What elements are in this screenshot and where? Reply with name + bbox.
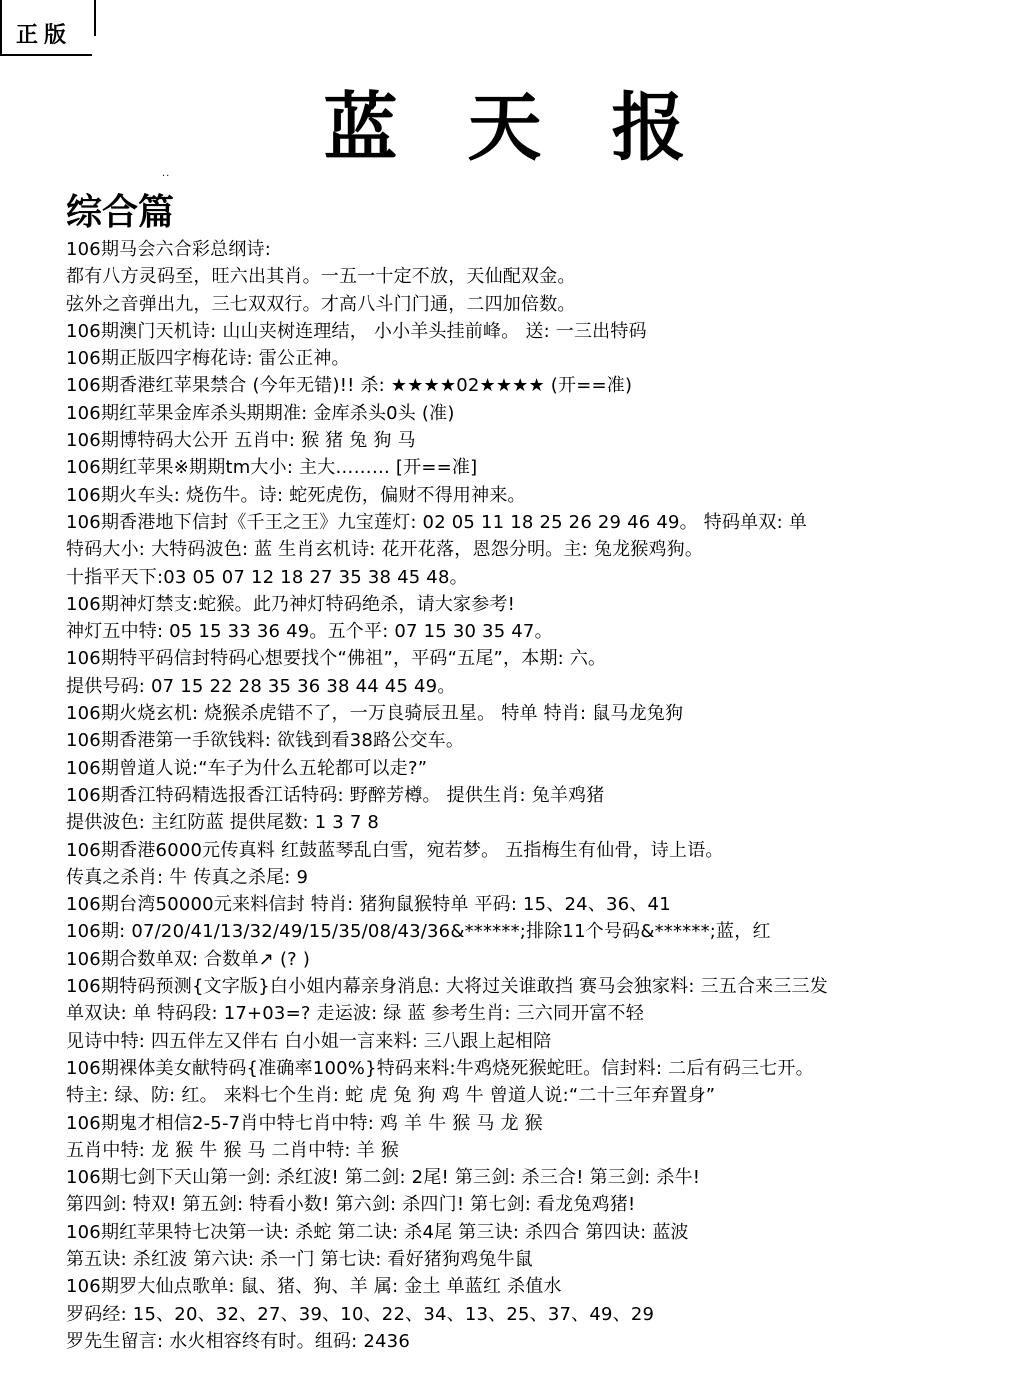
content-line: 106期澳门天机诗: 山山夹树连理结， 小小羊头挂前峰。 送: 一三出特码 xyxy=(66,320,647,342)
content-line: 传真之杀肖: 牛 传真之杀尾: 9 xyxy=(66,866,309,888)
content-line: 都有八方灵码至，旺六出其肖。一五一十定不放，天仙配双金。 xyxy=(66,266,576,288)
content-line: 单双诀: 单 特码段: 17+03=? 走运波: 绿 蓝 参考生肖: 三六同开富不轻 xyxy=(66,1003,644,1025)
content-line: 106期曾道人说:“车子为什么五轮都可以走?” xyxy=(66,757,428,779)
badge-notch xyxy=(92,36,98,56)
content-line: 神灯五中特: 05 15 33 36 49。五个平: 07 15 30 35 47。 xyxy=(66,621,553,643)
content-line: 106期红苹果金库杀头期期准: 金库杀头0头 (准) xyxy=(66,402,455,424)
content-line: 106期合数单双: 合数单↗ (? ) xyxy=(66,948,311,970)
content-line: 106期马会六合彩总纲诗: xyxy=(66,239,272,260)
content-line: 106期红苹果特七决第一诀: 杀蛇 第二诀: 杀4尾 第三诀: 杀四合 第四诀: 蓝波 xyxy=(66,1221,689,1243)
content-line: 106期正版四字梅花诗: 雷公正神。 xyxy=(66,348,350,370)
content-line: 106期香港第一手欲钱料: 欲钱到看38路公交车。 xyxy=(66,730,465,752)
content-line: 106期香港地下信封《千王之王》九宝莲灯: 02 05 11 18 25 26 29 46 49。 特码单双: 单 xyxy=(66,511,807,533)
content-line: 罗先生留言: 水火相容终有时。组码: 2436 xyxy=(66,1330,410,1352)
content-line: 十指平天下:03 05 07 12 18 27 35 38 45 48。 xyxy=(66,566,468,588)
content-line: 见诗中特: 四五伴左又伴右 白小姐一言来料: 三八跟上起相陪 xyxy=(66,1030,552,1052)
content-line: 罗码经: 15、20、32、27、39、10、22、34、13、25、37、49、29 xyxy=(66,1303,655,1325)
content-line: 106期特码预测{文字版}白小姐内幕亲身消息: 大将过关谁敢挡 赛马会独家料: 三五合来三三发 xyxy=(66,976,828,998)
decorative-dots: ·· xyxy=(162,171,171,182)
edition-badge xyxy=(0,0,96,56)
content-line: 106期罗大仙点歌单: 鼠、猪、狗、羊 属: 金土 单蓝红 杀值水 xyxy=(66,1276,562,1298)
content-line: 提供波色: 主红防蓝 提供尾数: 1 3 7 8 xyxy=(66,812,380,834)
newspaper-title: 蓝天报 xyxy=(323,85,756,171)
content-line: 第四剑: 特双! 第五剑: 特看小数! 第六剑: 杀四门! 第七剑: 看龙兔鸡猪! xyxy=(66,1194,636,1216)
content-line: 特主: 绿、防: 红。 来料七个生肖: 蛇 虎 兔 狗 鸡 牛 曾道人说:“二十三年弃置身” xyxy=(66,1085,716,1107)
content-line: 106期火车头: 烧伤牛。诗: 蛇死虎伤，偏财不得用神来。 xyxy=(66,484,526,506)
content-line: 106期: 07/20/41/13/32/49/15/35/08/43/36&******;排除11个号码&******;蓝，红 xyxy=(66,921,771,943)
content-line: 106期博特码大公开 五肖中: 猴 猪 兔 狗 马 xyxy=(66,430,416,452)
content-line: 106期香港红苹果禁合 (今年无错)!! 杀: ★★★★02★★★★ (开==准) xyxy=(66,375,633,397)
section-title: 综合篇 xyxy=(66,191,175,233)
content-line: 弦外之音弹出九，三七双双行。才高八斗门门通，二四加倍数。 xyxy=(66,293,576,315)
content-line: 106期红苹果※期期tm大小: 主大……… [开==准] xyxy=(66,457,478,479)
content-line: 106期七剑下天山第一剑: 杀红波! 第二剑: 2尾! 第三剑: 杀三合! 第三剑: 杀牛! xyxy=(66,1167,701,1189)
content-line: 106期神灯禁支:蛇猴。此乃神灯特码绝杀，请大家参考! xyxy=(66,593,516,615)
content-line: 特码大小: 大特码波色: 蓝 生肖玄机诗: 花开花落，恩怨分明。主: 兔龙猴鸡狗。 xyxy=(66,539,704,561)
edition-badge-text: 正版 xyxy=(16,23,73,48)
content-line: 106期香港6000元传真料 红鼓蓝琴乱白雪，宛若梦。 五指梅生有仙骨，诗上语。 xyxy=(66,839,724,861)
content-line: 106期裸体美女献特码{准确率100%}特码来料:牛鸡烧死猴蛇旺。信封料: 二后有码三七开。 xyxy=(66,1057,814,1079)
content-line: 106期特平码信封特码心想要找个“佛祖”，平码“五尾”，本期: 六。 xyxy=(66,648,607,670)
content-line: 提供号码: 07 15 22 28 35 36 38 44 45 49。 xyxy=(66,675,456,697)
content-lines xyxy=(66,236,996,1355)
content-line: 106期鬼才相信2-5-7肖中特七肖中特: 鸡 羊 牛 猴 马 龙 猴 xyxy=(66,1112,543,1134)
content-line: 106期台湾50000元来料信封 特肖: 猪狗鼠猴特单 平码: 15、24、36、41 xyxy=(66,894,671,916)
content-line: 106期香江特码精选报香江话特码: 野醉芳樽。 提供生肖: 兔羊鸡猪 xyxy=(66,784,605,806)
content-line: 第五诀: 杀红波 第六诀: 杀一门 第七诀: 看好猪狗鸡兔牛鼠 xyxy=(66,1248,533,1270)
content-line: 106期火烧玄机: 烧猴杀虎错不了，一万良骑辰丑星。 特单 特肖: 鼠马龙兔狗 xyxy=(66,703,684,725)
content-line: 五肖中特: 龙 猴 牛 猴 马 二肖中特: 羊 猴 xyxy=(66,1139,399,1161)
